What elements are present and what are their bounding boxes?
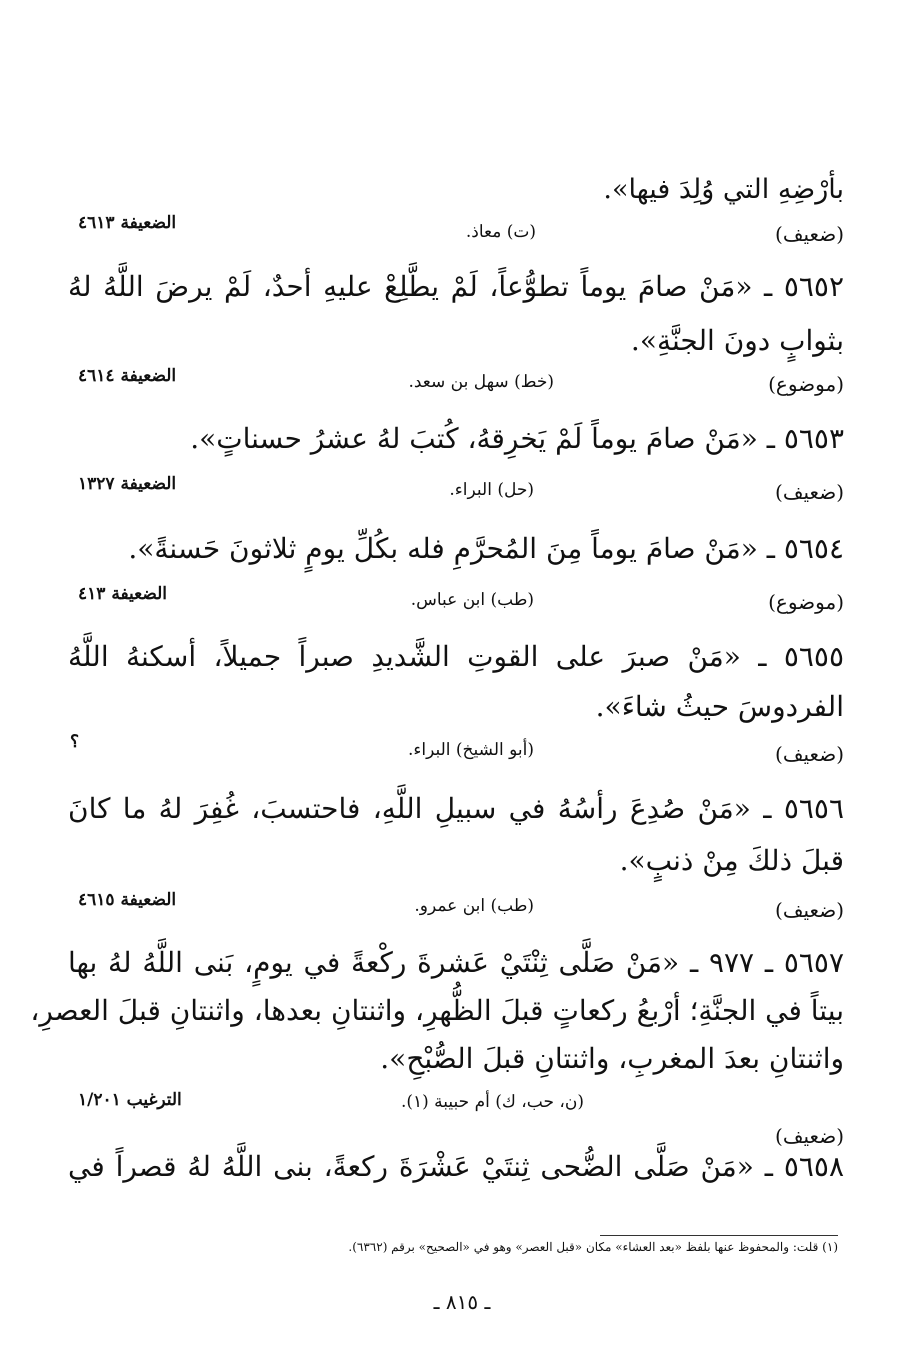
hadith-5656-line1: ٥٦٥٦ ـ «مَنْ صُدِعَ رأسُهُ في سبيلِ اللَّهِ، فاحتسبَ، غُفِرَ لهُ ما كانَ xyxy=(68,792,844,825)
reference-label: الضعيفة ٤٦١٣ xyxy=(78,213,177,233)
source-label: (طب) ابن عباس. xyxy=(410,590,534,610)
footnote-divider xyxy=(600,1235,838,1236)
grade-label: (ضعيف) xyxy=(775,898,844,922)
hadith-5657-line3: واثنتانِ بعدَ المغربِ، واثنتانِ قبلَ الصُّبْحِ». xyxy=(380,1042,844,1075)
grade-label: (ضعيف) xyxy=(775,222,844,246)
hadith-5657-line1: ٥٦٥٧ ـ ٩٧٧ ـ «مَنْ صَلَّى ثِنْتَيْ عَشرةَ ركْعةً في يومٍ، بَنى اللَّهُ لهُ بها xyxy=(68,946,844,979)
reference-label: الضعيفة ١٣٢٧ xyxy=(78,474,177,494)
reference-label: الضعيفة ٤٦١٥ xyxy=(78,890,177,910)
hadith-5658-line1: ٥٦٥٨ ـ «مَنْ صَلَّى الضُّحى ثِنتَيْ عَشْرَةَ ركعةً، بنى اللَّهُ لهُ قصراً في xyxy=(68,1150,844,1183)
source-label: (ت) معاذ. xyxy=(465,222,536,242)
hadith-5652-line1: ٥٦٥٢ ـ «مَنْ صامَ يوماً تطوُّعاً، لَمْ يطَّلِعْ عليهِ أحدٌ، لَمْ يرضَ اللَّهُ لهُ xyxy=(68,270,844,303)
page-number: ـ ٨١٥ ـ xyxy=(433,1290,491,1314)
grade-label: (ضعيف) xyxy=(775,1124,844,1148)
source-label: (ن، حب، ك) أم حبيبة (١). xyxy=(400,1092,584,1112)
grade-label: (موضوع) xyxy=(768,372,844,396)
hadith-5653: ٥٦٥٣ ـ «مَنْ صامَ يوماً لَمْ يَخرِقهُ، كُتبَ لهُ عشرُ حسناتٍ». xyxy=(190,422,844,455)
hadith-5655-line2: الفردوسَ حيثُ شاءَ». xyxy=(595,690,844,723)
source-label: (خط) سهل بن سعد. xyxy=(408,372,554,392)
footnote: (١) قلت: والمحفوظ عنها بلفظ «بعد العشاء» مكان «قبل العصر» وهو في «الصحيح» برقم (٦٣٦٢). xyxy=(348,1240,838,1254)
grade-label: (ضعيف) xyxy=(775,742,844,766)
reference-label: الترغيب ١/٢٠١ xyxy=(78,1090,182,1110)
hadith-5656-line2: قبلَ ذلكَ مِنْ ذنبٍ». xyxy=(619,844,844,877)
source-label: (طب) ابن عمرو. xyxy=(414,896,534,916)
hadith-5654: ٥٦٥٤ ـ «مَنْ صامَ يوماً مِنَ المُحرَّمِ فله بكُلِّ يومٍ ثلاثونَ حَسنةً». xyxy=(128,532,844,565)
source-label: (أبو الشيخ) البراء. xyxy=(407,740,534,760)
reference-label: الضعيفة ٤٦١٤ xyxy=(78,366,177,386)
hadith-5652-line2: بثوابٍ دونَ الجنَّةِ». xyxy=(630,324,844,357)
grade-label: (ضعيف) xyxy=(775,480,844,504)
reference-label: ؟ xyxy=(70,732,80,752)
grade-label: (موضوع) xyxy=(768,590,844,614)
hadith-5657-line2: بيتاً في الجنَّةِ؛ أرْبعُ ركعاتٍ قبلَ الظُّهرِ، واثنتانِ بعدها، واثنتانِ قبلَ العصرِ، xyxy=(30,994,844,1027)
intro-line: بأرْضِهِ التي وُلِدَ فيها». xyxy=(603,174,844,205)
source-label: (حل) البراء. xyxy=(449,480,534,500)
hadith-5655-line1: ٥٦٥٥ ـ «مَنْ صبرَ على القوتِ الشَّديدِ صبراً جميلاً، أسكنهُ اللَّهُ xyxy=(68,640,844,673)
reference-label: الضعيفة ٤١٣ xyxy=(78,584,168,604)
